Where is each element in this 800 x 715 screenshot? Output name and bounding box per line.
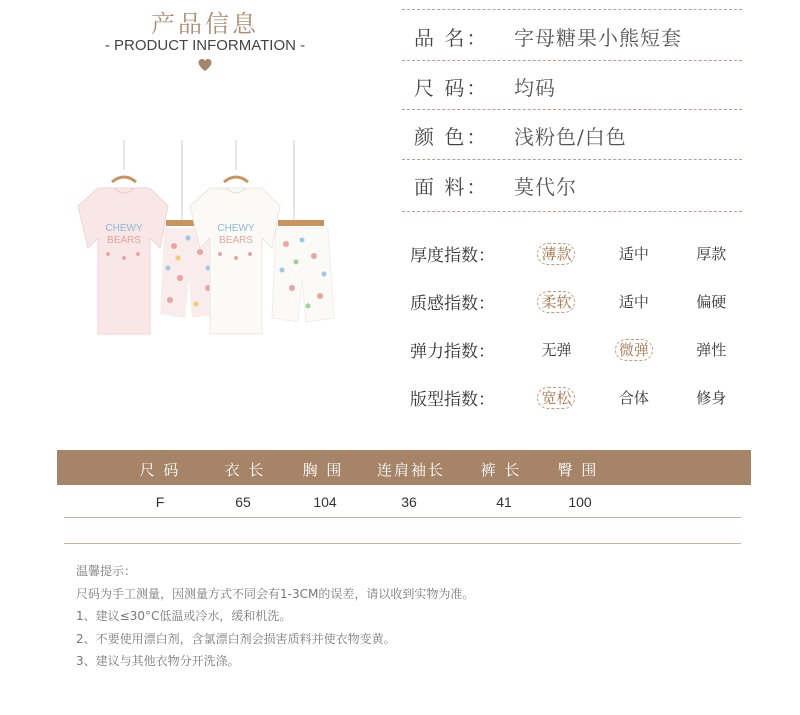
info-value: 莫代尔 <box>514 174 577 199</box>
index-option: 无弹 <box>541 340 572 359</box>
info-value: 均码 <box>514 75 556 100</box>
divider <box>64 517 741 518</box>
table-cell: 65 <box>235 494 251 510</box>
print-text-white-1: CHEWY <box>217 223 255 234</box>
section-title: 产品信息 <box>151 10 259 38</box>
print-text-pink-1: CHEWY <box>105 223 143 234</box>
shorts-white <box>272 220 334 322</box>
info-row-size <box>402 62 742 110</box>
index-option-selected: 微弹 <box>595 339 672 360</box>
notes-title: 温馨提示： <box>76 564 137 578</box>
notes-line: 尺码为手工测量，因测量方式不同会有1-3CM的误差，请以收到实物为准。 <box>76 586 475 601</box>
divider <box>64 543 741 544</box>
info-row-color <box>402 111 742 159</box>
table-header-cell: 胸 围 <box>302 461 344 479</box>
index-row-elasticity <box>410 334 750 364</box>
divider <box>402 60 742 61</box>
table-header-cell: 尺 码 <box>139 461 181 479</box>
index-option: 厚款 <box>696 244 727 263</box>
index-row-texture <box>410 286 750 316</box>
divider <box>402 9 742 10</box>
product-image <box>68 128 358 348</box>
index-option-selected: 宽松 <box>518 387 595 408</box>
divider <box>402 159 742 160</box>
index-option: 合体 <box>618 388 649 407</box>
table-cell: 36 <box>401 494 417 510</box>
size-table-header <box>57 450 751 485</box>
info-row-fabric <box>402 161 742 209</box>
table-cell: 100 <box>568 494 592 510</box>
table-header-cell: 裤 长 <box>480 461 522 479</box>
info-value: 浅粉色/白色 <box>514 124 627 149</box>
notes-line: 3、建议与其他衣物分开洗涤。 <box>76 654 240 668</box>
print-text-white-2: BEARS <box>219 235 253 246</box>
table-header-cell: 连肩袖长 <box>376 461 446 479</box>
index-row-thickness <box>410 238 750 268</box>
divider <box>402 109 742 110</box>
info-row-name <box>402 12 742 60</box>
table-cell: F <box>155 494 165 510</box>
info-label: 尺 码： <box>414 75 489 100</box>
table-header-cell: 臀 围 <box>557 461 599 479</box>
index-label: 质感指数： <box>410 293 495 314</box>
tshirt-pink <box>78 177 168 334</box>
info-label: 颜 色： <box>414 124 489 149</box>
index-option: 适中 <box>618 244 649 263</box>
index-label: 弹力指数： <box>410 341 495 362</box>
table-cell: 41 <box>496 494 512 510</box>
divider <box>402 211 742 212</box>
notes-line: 2、不要使用漂白剂，含氯漂白剂会损害质料并使衣物变黄。 <box>76 631 396 646</box>
info-value: 字母糖果小熊短套 <box>514 25 682 50</box>
index-label: 厚度指数： <box>410 245 495 266</box>
print-text-pink-2: BEARS <box>107 235 141 246</box>
heart-icon <box>197 57 213 73</box>
index-option: 弹性 <box>696 340 727 359</box>
index-option-selected: 柔软 <box>518 291 595 312</box>
table-header-cell: 衣 长 <box>224 461 266 479</box>
index-row-fit <box>410 382 750 412</box>
index-option: 偏硬 <box>696 292 727 311</box>
info-label: 品 名： <box>414 25 489 50</box>
table-cell: 104 <box>313 494 337 510</box>
care-notes <box>76 560 756 673</box>
notes-line: 1、建议≤30°C低温或冷水，缓和机洗。 <box>76 609 292 623</box>
info-label: 面 料： <box>414 174 489 199</box>
section-subtitle: - PRODUCT INFORMATION - <box>104 37 306 54</box>
index-option-selected: 薄款 <box>518 243 595 264</box>
index-option: 适中 <box>618 292 649 311</box>
index-label: 版型指数： <box>410 389 495 410</box>
index-option: 修身 <box>696 388 727 407</box>
